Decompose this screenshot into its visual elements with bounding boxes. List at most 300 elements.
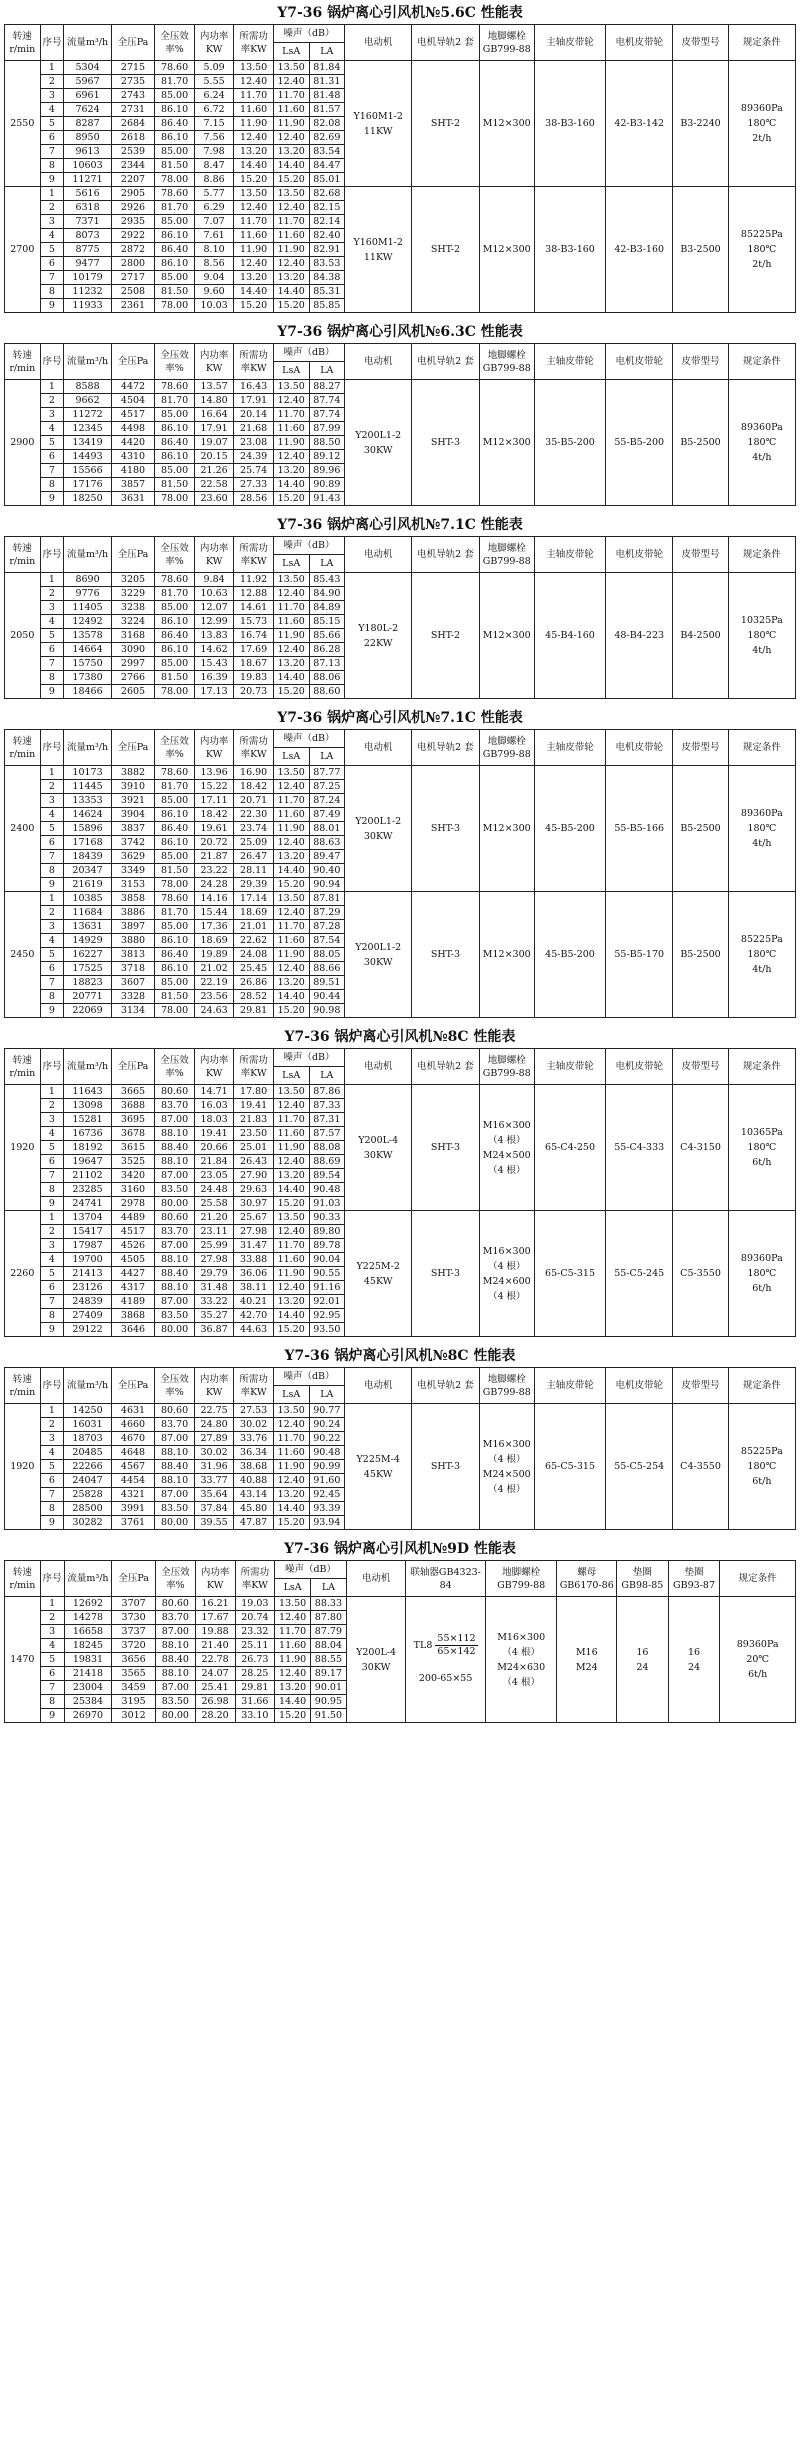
data-cell: 2618 <box>111 131 155 145</box>
header-bolt <box>479 1368 534 1404</box>
header-rail <box>412 537 479 573</box>
cell-line: 主轴皮带轮 <box>546 549 594 560</box>
rail-cell: SHT-3 <box>412 892 479 1018</box>
cell-line: 皮带型号 <box>681 37 720 48</box>
data-cell: 22069 <box>64 1004 111 1018</box>
cell-line: 号 <box>51 742 62 753</box>
data-cell: 88.50 <box>309 436 345 450</box>
data-cell: 2 <box>40 201 64 215</box>
cell-line: 20℃ <box>746 1654 770 1665</box>
data-cell: 7624 <box>64 103 111 117</box>
data-cell: 11.70 <box>273 408 309 422</box>
data-cell: 88.04 <box>311 1639 347 1653</box>
data-cell: 26970 <box>64 1709 112 1723</box>
cell-line: （4 根） <box>487 1260 526 1272</box>
data-cell: 80.60 <box>155 1404 195 1418</box>
data-cell: 12.40 <box>273 643 309 657</box>
cell-line: 电机皮带轮 <box>615 1061 663 1072</box>
cell-line: GB799-88 <box>482 1067 531 1079</box>
data-cell: 5967 <box>64 75 111 89</box>
data-cell: 88.10 <box>155 1474 195 1488</box>
data-cell: 87.80 <box>311 1611 347 1625</box>
cell-line: Pa <box>136 37 149 48</box>
cell-line: 规定条件 <box>742 37 781 48</box>
data-cell: 2905 <box>111 187 155 201</box>
motor-pulley-cell: 42-B3-142 <box>606 61 673 187</box>
cell-line: 流量 <box>66 1061 86 1072</box>
data-cell: 3224 <box>111 615 155 629</box>
data-cell: 5 <box>40 436 64 450</box>
data-cell: 23.50 <box>234 1127 274 1141</box>
belt-cell: C4-3150 <box>673 1085 728 1211</box>
data-cell: 13.20 <box>273 657 309 671</box>
cell-line: 2 套 <box>455 37 474 48</box>
cell-line: GB799-88 <box>482 1386 531 1398</box>
data-cell: 11.90 <box>273 948 309 962</box>
header-speed <box>5 1561 41 1597</box>
data-cell: 16.21 <box>195 1597 235 1611</box>
coupling-numerator: 55×112 <box>437 1633 476 1644</box>
table-body <box>5 1085 796 1337</box>
header-la: LA <box>309 1386 345 1404</box>
cell-line: 所需 <box>239 1373 259 1385</box>
data-cell: 83.50 <box>155 1502 195 1516</box>
data-cell: 3678 <box>111 1127 155 1141</box>
header-seq <box>40 1561 64 1597</box>
header-motor <box>345 1049 412 1085</box>
data-cell: 39.55 <box>194 1516 234 1530</box>
header-conditions <box>720 1561 796 1597</box>
data-cell: 21413 <box>64 1267 111 1281</box>
cell-line: 11KW <box>363 251 393 263</box>
data-cell: 86.40 <box>155 948 195 962</box>
data-cell: 6.72 <box>194 103 234 117</box>
data-cell: 81.70 <box>155 780 195 794</box>
cell-line: 85225Pa <box>740 229 783 240</box>
data-cell: 8.56 <box>194 257 234 271</box>
cell-line: 主轴皮带轮 <box>546 37 594 48</box>
data-cell: 82.91 <box>309 243 345 257</box>
data-cell: 6961 <box>64 89 111 103</box>
data-cell: 2766 <box>111 671 155 685</box>
cell-line: 电机皮带轮 <box>615 37 663 48</box>
data-cell: 27.90 <box>234 1169 274 1183</box>
main-pulley-cell: 45-B5-200 <box>534 892 605 1018</box>
data-cell: 5 <box>40 243 64 257</box>
data-cell: 14.40 <box>273 1183 309 1197</box>
data-cell: 12.40 <box>234 75 274 89</box>
data-cell: 22.75 <box>194 1404 234 1418</box>
data-cell: 2872 <box>111 243 155 257</box>
motor-cell <box>345 766 412 892</box>
data-cell: 80.00 <box>155 1197 195 1211</box>
cell-line: 30KW <box>363 444 393 456</box>
cell-line: 号 <box>51 1061 62 1072</box>
cell-line: % <box>174 748 184 760</box>
data-cell: 3 <box>40 1239 64 1253</box>
data-cell: 78.60 <box>155 380 195 394</box>
cell-line: 2 套 <box>455 1061 474 1072</box>
cell-line: GB93-87 <box>673 1579 716 1591</box>
cell-line: 地脚螺栓 <box>487 542 526 554</box>
data-cell: 4 <box>40 808 64 822</box>
data-cell: 91.50 <box>311 1709 347 1723</box>
cell-line: KW <box>250 362 267 374</box>
data-cell: 19831 <box>64 1653 112 1667</box>
header-motor-pulley <box>606 537 673 573</box>
cell-line: 30KW <box>361 1661 391 1673</box>
data-cell: 28.20 <box>195 1709 235 1723</box>
cell-line: 流量 <box>66 549 86 560</box>
bolt-cell <box>479 892 534 1018</box>
data-cell: 11.70 <box>273 794 309 808</box>
data-cell: 7 <box>40 1681 64 1695</box>
data-cell: 3 <box>40 601 64 615</box>
header-efficiency <box>155 537 195 573</box>
rail-cell: SHT-3 <box>412 1211 479 1337</box>
cell-line: 功率 <box>240 542 268 567</box>
header-required-power <box>234 344 274 380</box>
cell-line: 电机导轨 <box>417 549 456 560</box>
cell-line: M24 <box>575 1661 598 1673</box>
header-bolt <box>479 730 534 766</box>
data-cell: 9 <box>40 492 64 506</box>
data-cell: 3012 <box>112 1709 156 1723</box>
cell-line: 2t/h <box>752 259 772 270</box>
data-cell: 3631 <box>111 492 155 506</box>
data-cell: 12.40 <box>275 1667 311 1681</box>
cell-line: 180℃ <box>747 823 777 834</box>
data-cell: 5.55 <box>194 75 234 89</box>
data-cell: 13.96 <box>194 766 234 780</box>
data-cell: 82.69 <box>309 131 345 145</box>
data-cell: 88.40 <box>155 1267 195 1281</box>
data-cell: 88.01 <box>309 822 345 836</box>
data-cell: 2 <box>40 1225 64 1239</box>
data-cell: 3737 <box>112 1625 156 1639</box>
cell-line: 转速 <box>12 349 32 361</box>
data-cell: 4 <box>40 1253 64 1267</box>
cell-line: 4t/h <box>752 964 772 975</box>
cell-line: m³/h <box>85 1380 109 1391</box>
data-cell: 88.40 <box>155 1141 195 1155</box>
data-cell: 81.48 <box>309 89 345 103</box>
cell-line: 电机导轨 <box>417 742 456 753</box>
data-cell: 2800 <box>111 257 155 271</box>
header-lsa: LsA <box>273 1067 309 1085</box>
cell-line: M16×300 <box>482 1438 531 1450</box>
cell-line: 180℃ <box>747 949 777 960</box>
cell-line: M12×300 <box>482 244 531 255</box>
data-cell: 30.02 <box>234 1418 274 1432</box>
cell-line: 电动机 <box>363 37 393 48</box>
data-cell: 89.54 <box>309 1169 345 1183</box>
data-cell: 24.07 <box>195 1667 235 1681</box>
data-cell: 12.40 <box>234 201 274 215</box>
data-cell: 8.47 <box>194 159 234 173</box>
header-motor-pulley <box>606 1049 673 1085</box>
data-cell: 90.24 <box>309 1418 345 1432</box>
data-cell: 20.66 <box>194 1141 234 1155</box>
motor-cell <box>345 1211 412 1337</box>
cell-line: 皮带型号 <box>681 1380 720 1391</box>
header-internal-power <box>194 25 234 61</box>
data-cell: 21418 <box>64 1667 112 1681</box>
data-cell: 8 <box>40 285 64 299</box>
header-conditions <box>728 25 795 61</box>
data-cell: 78.60 <box>155 766 195 780</box>
cell-line: Pa <box>136 1061 149 1072</box>
cell-line: 规定条件 <box>742 1380 781 1391</box>
data-cell: 3 <box>40 1113 64 1127</box>
header-main-pulley <box>534 1368 605 1404</box>
data-cell: 38.68 <box>234 1460 274 1474</box>
data-cell: 15750 <box>64 657 111 671</box>
header-flow <box>64 25 111 61</box>
cell-line: 功率 <box>240 349 268 374</box>
data-cell: 11271 <box>64 173 111 187</box>
data-cell: 85.00 <box>155 89 195 103</box>
cell-line: 180℃ <box>747 118 777 129</box>
data-cell: 2935 <box>111 215 155 229</box>
data-cell: 11.70 <box>273 89 309 103</box>
data-cell: 7 <box>40 145 64 159</box>
data-cell: 4631 <box>111 1404 155 1418</box>
data-cell: 16.03 <box>194 1099 234 1113</box>
cell-line: M12×300 <box>482 630 531 641</box>
document <box>4 0 796 1723</box>
conditions-cell <box>728 61 795 187</box>
cell-line: % <box>175 1579 185 1591</box>
data-cell: 2978 <box>111 1197 155 1211</box>
cell-line: r/min <box>9 43 36 55</box>
data-cell: 87.00 <box>155 1295 195 1309</box>
cell-line: 流量 <box>66 1380 86 1391</box>
data-cell: 86.10 <box>155 229 195 243</box>
data-cell: 22266 <box>64 1460 111 1474</box>
coupling-extra: 200-65×55 <box>418 1673 473 1684</box>
data-cell: 20.14 <box>234 408 274 422</box>
data-cell: 80.00 <box>155 1516 195 1530</box>
data-cell: 13631 <box>64 920 111 934</box>
cell-line: 全压 <box>117 1380 137 1391</box>
data-cell: 3858 <box>111 892 155 906</box>
data-cell: 25.67 <box>234 1211 274 1225</box>
data-cell: 23.08 <box>234 436 274 450</box>
motor-pulley-cell: 48-B4-223 <box>606 573 673 699</box>
cell-line: m³/h <box>85 1061 109 1072</box>
cell-line: 85225Pa <box>740 934 783 945</box>
data-cell: 5.09 <box>194 61 234 75</box>
cell-line: 皮带型号 <box>681 1061 720 1072</box>
data-cell: 83.70 <box>155 1418 195 1432</box>
data-cell: 12.40 <box>273 394 309 408</box>
header-la: LA <box>309 555 345 573</box>
header-efficiency <box>156 1561 196 1597</box>
data-cell: 5 <box>40 1141 64 1155</box>
bolt-cell <box>479 61 534 187</box>
cell-line: （4 根） <box>487 1483 526 1495</box>
data-cell: 28500 <box>64 1502 111 1516</box>
header-required-power <box>234 1368 274 1404</box>
data-cell: 8 <box>40 159 64 173</box>
data-cell: 87.79 <box>311 1625 347 1639</box>
cell-line: 规定条件 <box>742 742 781 753</box>
table-head <box>5 537 796 573</box>
cell-line: 电机皮带轮 <box>615 356 663 367</box>
table-head <box>5 1049 796 1085</box>
data-cell: 12.40 <box>275 1611 311 1625</box>
data-cell: 8588 <box>64 380 111 394</box>
motor-pulley-cell: 55-C5-254 <box>606 1404 673 1530</box>
cell-line: 效率 <box>165 349 189 374</box>
data-cell: 4310 <box>111 450 155 464</box>
conditions-cell <box>728 766 795 892</box>
data-cell: 88.10 <box>156 1639 196 1653</box>
washer1-cell <box>617 1597 669 1723</box>
data-cell: 12.40 <box>273 1225 309 1239</box>
data-cell: 87.31 <box>309 1113 345 1127</box>
data-cell: 80.60 <box>155 1211 195 1225</box>
data-cell: 85.00 <box>155 976 195 990</box>
data-cell: 12.88 <box>234 587 274 601</box>
cell-line: m³/h <box>85 742 109 753</box>
data-cell: 21.68 <box>234 422 274 436</box>
cell-line: 电动机 <box>363 742 393 753</box>
data-cell: 36.87 <box>194 1323 234 1337</box>
data-cell: 11.90 <box>273 436 309 450</box>
data-cell: 85.00 <box>155 601 195 615</box>
header-flow <box>64 1368 111 1404</box>
data-cell: 4670 <box>111 1432 155 1446</box>
cell-line: 效率 <box>165 735 189 760</box>
data-cell: 1 <box>40 892 64 906</box>
data-cell: 3229 <box>111 587 155 601</box>
data-cell: 82.08 <box>309 117 345 131</box>
data-cell: 3607 <box>111 976 155 990</box>
table-row <box>5 380 796 394</box>
cell-line: 2 套 <box>455 1380 474 1391</box>
data-cell: 6 <box>40 1281 64 1295</box>
belt-cell: B3-2240 <box>673 61 728 187</box>
header-motor-pulley <box>606 1368 673 1404</box>
header-belt <box>673 344 728 380</box>
data-cell: 9477 <box>64 257 111 271</box>
table-head <box>5 730 796 766</box>
data-cell: 85.00 <box>155 850 195 864</box>
performance-table <box>4 1048 796 1337</box>
data-cell: 83.54 <box>309 145 345 159</box>
cell-line: 6t/h <box>752 1476 772 1487</box>
header-internal-power <box>194 537 234 573</box>
data-cell: 85.00 <box>155 464 195 478</box>
table-row <box>5 1211 796 1225</box>
data-cell: 25.74 <box>234 464 274 478</box>
data-cell: 11.90 <box>273 629 309 643</box>
cell-line: Pa <box>136 742 149 753</box>
data-cell: 8 <box>40 478 64 492</box>
cell-line: 电机导轨 <box>417 37 456 48</box>
data-cell: 28.25 <box>235 1667 275 1681</box>
cell-line: 地脚螺栓 <box>487 1373 526 1385</box>
data-cell: 9613 <box>64 145 111 159</box>
cell-line: Y200L-4 <box>358 1134 399 1146</box>
data-cell: 6 <box>40 643 64 657</box>
motor-pulley-cell: 55-B5-166 <box>606 766 673 892</box>
data-cell: 3 <box>40 794 64 808</box>
data-cell: 25.01 <box>234 1141 274 1155</box>
cell-line: 内功 <box>199 542 219 554</box>
header-noise: 噪声（dB） <box>273 1049 344 1067</box>
data-cell: 3991 <box>111 1502 155 1516</box>
conditions-cell <box>728 573 795 699</box>
cell-line: 全压 <box>117 549 137 560</box>
data-cell: 6 <box>40 257 64 271</box>
data-cell: 78.00 <box>155 1004 195 1018</box>
data-cell: 10173 <box>64 766 111 780</box>
header-flow <box>64 730 111 766</box>
data-cell: 15.22 <box>194 780 234 794</box>
header-speed <box>5 344 41 380</box>
data-cell: 7 <box>40 657 64 671</box>
data-cell: 93.39 <box>309 1502 345 1516</box>
data-cell: 4317 <box>111 1281 155 1295</box>
cell-line: M12×300 <box>482 437 531 448</box>
data-cell: 15.20 <box>273 173 309 187</box>
cell-line: 89360Pa <box>736 1639 779 1650</box>
cell-line: 效率 <box>166 1566 190 1591</box>
data-cell: 8 <box>40 990 64 1004</box>
cell-line: 全压 <box>160 735 180 747</box>
cell-line: 全压 <box>117 356 137 367</box>
data-cell: 3 <box>40 215 64 229</box>
data-cell: 23.74 <box>234 822 274 836</box>
data-cell: 16.39 <box>194 671 234 685</box>
data-cell: 13.50 <box>273 61 309 75</box>
motor-pulley-cell: 42-B3-160 <box>606 187 673 313</box>
data-cell: 3629 <box>111 850 155 864</box>
data-cell: 16.43 <box>234 380 274 394</box>
data-cell: 7.15 <box>194 117 234 131</box>
data-cell: 11.90 <box>273 1141 309 1155</box>
data-cell: 26.98 <box>195 1695 235 1709</box>
data-cell: 12.40 <box>273 131 309 145</box>
cell-line: Y160M1-2 <box>353 110 403 122</box>
data-cell: 90.48 <box>309 1183 345 1197</box>
header-rail <box>412 25 479 61</box>
data-cell: 3886 <box>111 906 155 920</box>
data-cell: 17.14 <box>234 892 274 906</box>
data-cell: 1 <box>40 1085 64 1099</box>
data-cell: 33.10 <box>235 1709 275 1723</box>
data-cell: 15.20 <box>234 173 274 187</box>
data-cell: 88.55 <box>311 1653 347 1667</box>
data-cell: 84.90 <box>309 587 345 601</box>
data-cell: 3656 <box>112 1653 156 1667</box>
data-cell: 87.99 <box>309 422 345 436</box>
data-cell: 29.81 <box>235 1681 275 1695</box>
data-cell: 38.11 <box>234 1281 274 1295</box>
data-cell: 78.00 <box>155 878 195 892</box>
cell-line: M16×300 <box>497 1631 546 1643</box>
data-cell: 3134 <box>111 1004 155 1018</box>
header-lsa: LsA <box>273 1386 309 1404</box>
speed-cell: 2900 <box>5 380 41 506</box>
data-cell: 22.30 <box>234 808 274 822</box>
cell-line: KW <box>205 748 223 760</box>
data-cell: 18703 <box>64 1432 111 1446</box>
data-cell: 13.57 <box>194 380 234 394</box>
